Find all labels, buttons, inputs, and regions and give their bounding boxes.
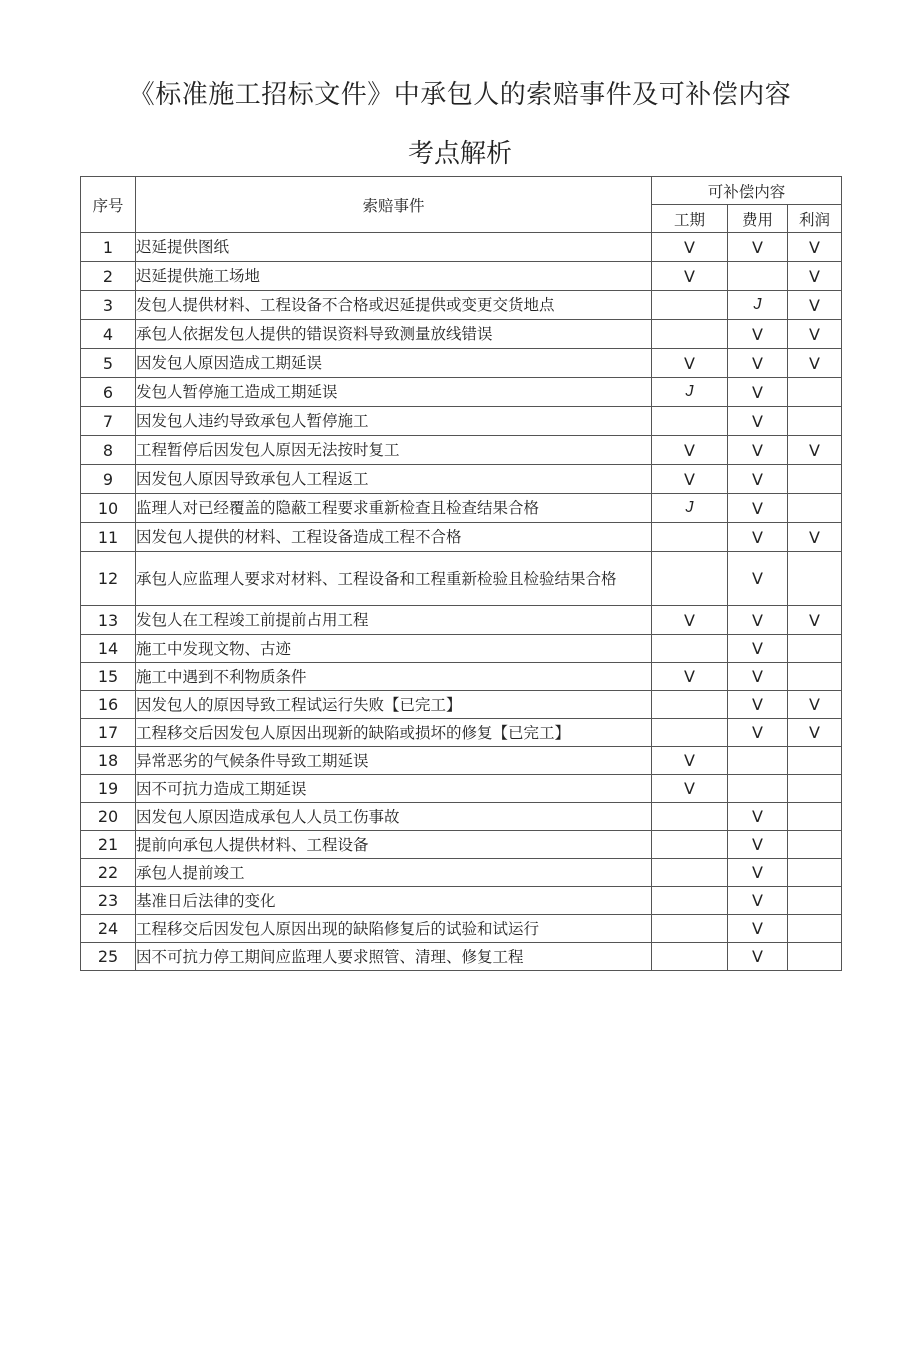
table-row — [81, 407, 842, 436]
claim-event: 因发包人原因造成承包人人员工伤事故 — [136, 803, 652, 831]
mark-profit — [788, 915, 842, 943]
row-number: 14 — [81, 635, 136, 663]
claim-event: 发包人提供材料、工程设备不合格或迟延提供或变更交货地点 — [136, 291, 652, 320]
mark-profit — [788, 635, 842, 663]
row-number: 18 — [81, 747, 136, 775]
mark-cost: V — [728, 320, 788, 349]
table-row — [81, 635, 842, 663]
mark-time — [652, 831, 728, 859]
mark-cost: V — [728, 606, 788, 635]
mark-time: V — [652, 233, 728, 262]
claim-event: 因不可抗力停工期间应监理人要求照管、清理、修复工程 — [136, 943, 652, 971]
row-number: 17 — [81, 719, 136, 747]
row-number: 6 — [81, 378, 136, 407]
mark-profit — [788, 831, 842, 859]
mark-cost: V — [728, 831, 788, 859]
mark-cost: V — [728, 719, 788, 747]
header-time: 工期 — [652, 205, 728, 233]
table-row — [81, 606, 842, 635]
mark-profit: V — [788, 691, 842, 719]
mark-cost: V — [728, 943, 788, 971]
claim-event: 监理人对已经覆盖的隐蔽工程要求重新检查且检查结果合格 — [136, 494, 652, 523]
mark-time — [652, 719, 728, 747]
mark-profit — [788, 494, 842, 523]
mark-cost: V — [728, 859, 788, 887]
table-row — [81, 320, 842, 349]
mark-time: V — [652, 775, 728, 803]
claims-table — [80, 176, 842, 971]
mark-time — [652, 291, 728, 320]
mark-time: V — [652, 436, 728, 465]
table-row — [81, 291, 842, 320]
header-compensable: 可补偿内容 — [652, 177, 842, 205]
row-number: 19 — [81, 775, 136, 803]
row-number: 24 — [81, 915, 136, 943]
row-number: 3 — [81, 291, 136, 320]
mark-profit: V — [788, 262, 842, 291]
mark-time: V — [652, 606, 728, 635]
claim-event: 施工中遇到不利物质条件 — [136, 663, 652, 691]
table-row — [81, 262, 842, 291]
row-number: 13 — [81, 606, 136, 635]
table-row — [81, 494, 842, 523]
claim-event: 施工中发现文物、古迹 — [136, 635, 652, 663]
table-row — [81, 803, 842, 831]
table-row — [81, 775, 842, 803]
row-number: 5 — [81, 349, 136, 378]
mark-time: V — [652, 747, 728, 775]
mark-cost: V — [728, 407, 788, 436]
row-number: 10 — [81, 494, 136, 523]
mark-cost: V — [728, 691, 788, 719]
mark-time — [652, 523, 728, 552]
row-number: 23 — [81, 887, 136, 915]
mark-time — [652, 803, 728, 831]
row-number: 4 — [81, 320, 136, 349]
claim-event: 发包人暂停施工造成工期延误 — [136, 378, 652, 407]
mark-cost: V — [728, 552, 788, 606]
document-subtitle: 考点解析 — [407, 139, 512, 169]
table-row — [81, 915, 842, 943]
mark-time — [652, 691, 728, 719]
mark-time: V — [652, 349, 728, 378]
mark-profit — [788, 887, 842, 915]
row-number: 11 — [81, 523, 136, 552]
table-row — [81, 436, 842, 465]
row-number: 20 — [81, 803, 136, 831]
mark-profit — [788, 859, 842, 887]
mark-time — [652, 320, 728, 349]
table-row — [81, 552, 842, 606]
mark-time: V — [652, 663, 728, 691]
row-number: 25 — [81, 943, 136, 971]
mark-profit — [788, 747, 842, 775]
mark-time: V — [652, 262, 728, 291]
mark-profit: V — [788, 233, 842, 262]
row-number: 7 — [81, 407, 136, 436]
claim-event: 因发包人原因导致承包人工程返工 — [136, 465, 652, 494]
row-number: 9 — [81, 465, 136, 494]
table-row — [81, 523, 842, 552]
mark-profit: V — [788, 523, 842, 552]
claim-event: 因发包人的原因导致工程试运行失败【已完工】 — [136, 691, 652, 719]
mark-cost: V — [728, 915, 788, 943]
mark-profit — [788, 943, 842, 971]
mark-profit: V — [788, 349, 842, 378]
claims-table-body — [81, 233, 842, 971]
claim-event: 因发包人原因造成工期延误 — [136, 349, 652, 378]
row-number: 8 — [81, 436, 136, 465]
mark-time — [652, 887, 728, 915]
mark-cost: V — [728, 436, 788, 465]
table-row — [81, 663, 842, 691]
table-row — [81, 719, 842, 747]
mark-profit: V — [788, 320, 842, 349]
claim-event: 承包人提前竣工 — [136, 859, 652, 887]
mark-profit: V — [788, 291, 842, 320]
mark-time — [652, 859, 728, 887]
mark-time — [652, 943, 728, 971]
header-no: 序号 — [81, 177, 136, 233]
table-row — [81, 859, 842, 887]
row-number: 12 — [81, 552, 136, 606]
document-title: 《标准施工招标文件》中承包人的索赔事件及可补偿内容 — [128, 80, 792, 110]
mark-time: J — [652, 378, 728, 407]
mark-cost: V — [728, 635, 788, 663]
claim-event: 异常恶劣的气候条件导致工期延误 — [136, 747, 652, 775]
mark-time — [652, 635, 728, 663]
mark-cost: V — [728, 378, 788, 407]
mark-profit — [788, 378, 842, 407]
table-row — [81, 691, 842, 719]
mark-profit — [788, 407, 842, 436]
mark-cost: V — [728, 233, 788, 262]
header-event: 索赔事件 — [136, 177, 652, 233]
claim-event: 提前向承包人提供材料、工程设备 — [136, 831, 652, 859]
mark-profit — [788, 663, 842, 691]
mark-cost — [728, 775, 788, 803]
mark-profit — [788, 465, 842, 494]
table-row — [81, 943, 842, 971]
mark-cost: V — [728, 887, 788, 915]
mark-profit: V — [788, 606, 842, 635]
mark-profit — [788, 552, 842, 606]
row-number: 22 — [81, 859, 136, 887]
claim-event: 迟延提供图纸 — [136, 233, 652, 262]
mark-profit — [788, 803, 842, 831]
mark-profit — [788, 775, 842, 803]
claim-event: 承包人依据发包人提供的错误资料导致测量放线错误 — [136, 320, 652, 349]
mark-cost — [728, 262, 788, 291]
table-row — [81, 349, 842, 378]
mark-profit: V — [788, 719, 842, 747]
mark-cost: V — [728, 349, 788, 378]
mark-time — [652, 915, 728, 943]
mark-time — [652, 407, 728, 436]
row-number: 1 — [81, 233, 136, 262]
row-number: 2 — [81, 262, 136, 291]
claim-event: 承包人应监理人要求对材料、工程设备和工程重新检验且检验结果合格 — [136, 552, 652, 606]
table-row — [81, 831, 842, 859]
claim-event: 基准日后法律的变化 — [136, 887, 652, 915]
claim-event: 发包人在工程竣工前提前占用工程 — [136, 606, 652, 635]
claim-event: 迟延提供施工场地 — [136, 262, 652, 291]
mark-cost: V — [728, 523, 788, 552]
table-row — [81, 465, 842, 494]
row-number: 15 — [81, 663, 136, 691]
claim-event: 因发包人提供的材料、工程设备造成工程不合格 — [136, 523, 652, 552]
mark-profit: V — [788, 436, 842, 465]
mark-time: J — [652, 494, 728, 523]
claim-event: 工程移交后因发包人原因出现新的缺陷或损坏的修复【已完工】 — [136, 719, 652, 747]
mark-cost: V — [728, 663, 788, 691]
claim-event: 工程移交后因发包人原因出现的缺陷修复后的试验和试运行 — [136, 915, 652, 943]
claim-event: 因不可抗力造成工期延误 — [136, 775, 652, 803]
mark-cost — [728, 747, 788, 775]
mark-cost: V — [728, 803, 788, 831]
row-number: 21 — [81, 831, 136, 859]
header-profit: 利润 — [788, 205, 842, 233]
mark-cost: V — [728, 465, 788, 494]
claim-event: 工程暂停后因发包人原因无法按时复工 — [136, 436, 652, 465]
header-cost: 费用 — [728, 205, 788, 233]
row-number: 16 — [81, 691, 136, 719]
mark-time: V — [652, 465, 728, 494]
table-row — [81, 378, 842, 407]
table-row — [81, 887, 842, 915]
table-row — [81, 747, 842, 775]
mark-cost: V — [728, 494, 788, 523]
claim-event: 因发包人违约导致承包人暂停施工 — [136, 407, 652, 436]
table-row — [81, 233, 842, 262]
mark-time — [652, 552, 728, 606]
mark-cost: J — [728, 291, 788, 320]
